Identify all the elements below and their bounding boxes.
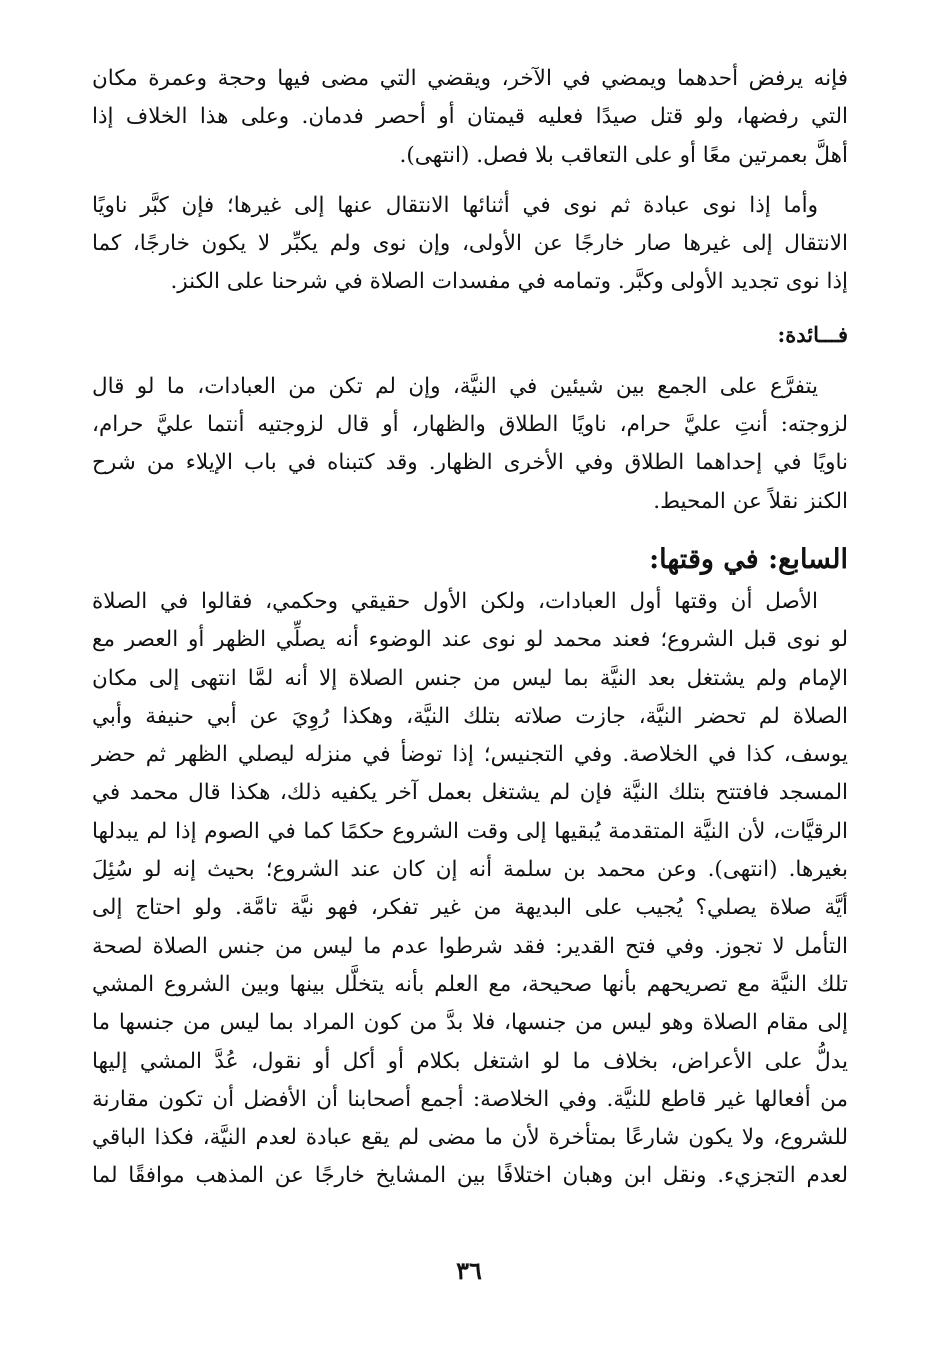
text-line: يتفرَّع على الجمع بين شيئين في النيَّة، وإن لم تكن من العبادات، ما لو قال — [92, 373, 818, 399]
text-line: الأصل أن وقتها أول العبادات، ولكن الأول حقيقي وحكمي، فقالوا في الصلاة — [92, 588, 818, 614]
text-line: التي رفضها، ولو قتل صيدًا فعليه قيمتان أو أحصر فدمان. وعلى هذا الخلاف إذا — [92, 104, 848, 130]
text-line: وأما إذا نوى عبادة ثم نوى في أثنائها الانتقال عنها إلى غيرها؛ فإن كبَّر ناويًا — [92, 192, 818, 218]
text-line: إلى مقام الصلاة وهو ليس من جنسها، فلا بدَّ من كون المراد بما ليس من جنسها ما — [92, 1010, 848, 1036]
text-line: للشروع، ولا يكون شارعًا بمتأخرة لأن ما مضى لم يقع عبادة لعدم النيَّة، فكذا الباقي — [92, 1125, 848, 1151]
text-line: فإنه يرفض أحدهما ويمضي في الآخر، ويقضي التي مضى فيها وحجة وعمرة مكان — [92, 66, 848, 91]
text-line: ناويًا في إحداهما الطلاق وفي الأخرى الظهار. وقد كتبناه في باب الإيلاء من شرح — [92, 450, 848, 476]
text-line: لعدم التجزيء. ونقل ابن وهبان اختلافًا بين المشايخ خارجًا عن المذهب موافقًا لما — [92, 1163, 848, 1189]
text-line: الصلاة لم تحضر النيَّة، جازت صلاته بتلك النيَّة، وهكذا رُوِيَ عن أبي حنيفة وأبي — [92, 703, 848, 729]
text-line: لو نوى قبل الشروع؛ فعند محمد لو نوى عند الوضوء أنه يصلِّي الظهر أو العصر مع — [92, 627, 848, 653]
benefit-label: فـــائدة: — [777, 321, 848, 347]
section-heading: السابع: في وقتها: — [649, 543, 848, 575]
text-line: من أفعالها غير قاطع للنيَّة. وفي الخلاصة: أجمع أصحابنا أن الأفضل أن تكون مقارنة — [92, 1086, 848, 1112]
text-line: تلك النيَّة مع تصريحهم بأنها صحيحة، مع العلم بأنه يتخلَّل بينها وبين الشروع المشي — [92, 971, 848, 997]
document-page — [92, 60, 848, 1196]
text-line: الرقيَّات، لأن النيَّة المتقدمة يُبقيها إلى وقت الشروع حكمًا كما في الصوم إذا لم يبدلها — [92, 818, 848, 844]
text-line: بغيرها. (انتهى). وعن محمد بن سلمة أنه إن كان عند الشروع؛ بحيث إنه لو سُئِلَ — [92, 857, 848, 883]
page-number: ٣٦ — [456, 1256, 482, 1285]
text-line: يوسف، كذا في الخلاصة. وفي التجنيس؛ إذا توضأ في منزله ليصلي الظهر ثم حضر — [92, 742, 848, 768]
text-line: أهلَّ بعمرتين معًا أو على التعاقب بلا فصل. (انتهى). — [399, 142, 848, 168]
paragraph-intention-change — [92, 187, 848, 302]
text-line: إذا نوى تجديد الأولى وكبَّر. وتمامه في مفسدات الصلاة في شرحنا على الكنز. — [170, 269, 848, 295]
text-line: يدلُّ على الأعراض، بخلاف ما لو اشتغل بكلام أو أكل أو نقول، عُدَّ المشي إليها — [92, 1048, 848, 1074]
text-line: الانتقال إلى غيرها صار خارجًا عن الأولى، وإن نوى ولم يكبِّر لا يكون خارجًا، كما — [92, 231, 848, 257]
text-line: أيَّة صلاة يصلي؟ يُجيب على البديهة من غير تفكر، فهو نيَّة تامَّة. ولو احتاج إلى — [92, 895, 848, 921]
text-line: لزوجته: أنتِ عليَّ حرام، ناويًا الطلاق والظهار، أو قال لزوجتيه أنتما عليَّ حرام، — [92, 412, 848, 438]
text-line: الكنز نقلاً عن المحيط. — [653, 488, 848, 514]
text-line: التأمل لا تجوز. وفي فتح القدير: فقد شرطوا عدم ما ليس من جنس الصلاة لصحة — [92, 933, 848, 959]
paragraph-hajj-umrah — [92, 60, 848, 175]
text-line: المسجد فافتتح بتلك النيَّة فإن لم يشتغل بعمل آخر يكفيه ذلك، هكذا قال محمد في — [92, 780, 848, 806]
paragraph-timing — [92, 583, 848, 1196]
text-line: الإمام ولم يشتغل بعد النيَّة بما ليس من جنس الصلاة إلا أنه لمَّا انتهى إلى مكان — [92, 665, 848, 691]
paragraph-benefit — [92, 368, 848, 521]
